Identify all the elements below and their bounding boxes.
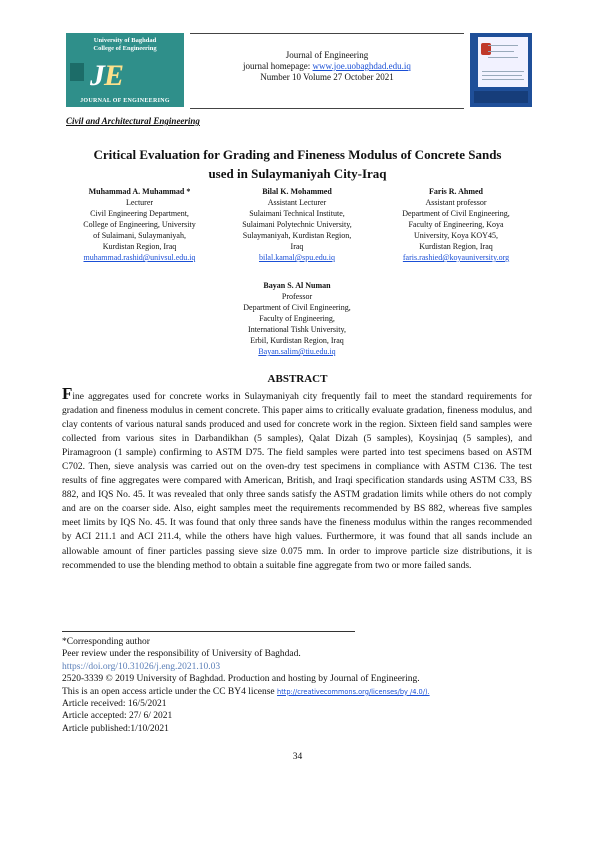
author-email-link[interactable]: bilal.kamal@spu.edu.iq	[258, 253, 336, 262]
abstract-text: ine aggregates used for concrete works in Sulaymaniyah city frequently fail to meet the standard requirements for gradation and fineness modulus in cement concrete. This paper aims to critically evaluate gradation, fineness modulus, and clay contents of various natural sands produced and used for concrete work in the region. Sixteen field sand samples were collected from various sites in Darbandikhan (5 samples), Qalat Dizah (5 samples), Koysinjaq (5 samples), and Piramagroon (1 sample) confirming to ASTM D75. The field samples were parted into test specimens based on ASTM C702. Then, sieve analysis was carried out on the oven-dry test specimens in compliance with ASTM C136. The test results of fine aggregates were compared with American, British, and Iraqi specification standards using ASTM C33, BS 882, and IQS No. 45. It was revealed that only three sands satisfy the ASTM gradation limits while others do not comply and are on the coarser side. Also, eight samples meet the requirements recommended by BS 882, whereas five samples meet limits by IQS No. 45. It was found that only three sands have the fineness modulus within the ranges recommended by ACI 211.1 and ACI 211.4, while the others have high values. Furthermore, it was found that all sands include an allowable amount of finer particles passing sieve size 0.075 mm. In order to improve particle size distributions, it is recommended to use the blending method to obtain a suitable fine aggregate from two or more failed sands.	[62, 392, 532, 571]
author-affiliation-line: of Sulaimani, Sulaymaniyah,	[93, 231, 186, 240]
abstract-body	[62, 384, 532, 573]
author-affiliation-line: Assistant professor	[425, 198, 487, 207]
author-block-4	[222, 280, 372, 357]
author-name: Bilal K. Mohammed	[262, 187, 332, 196]
author-block-3	[377, 186, 535, 263]
peer-review-note: Peer review under the responsibility of University of Baghdad.	[62, 649, 301, 660]
author-email-link[interactable]: Bayan.salim@tiu.edu.iq	[258, 347, 336, 356]
author-block-1	[62, 186, 217, 263]
author-affiliation-line: Faculty of Engineering, Koya	[408, 220, 504, 229]
author-affiliation-line: Professor	[281, 292, 313, 301]
author-affiliation-line: Sulaimani Technical Institute,	[249, 209, 345, 218]
article-title: Critical Evaluation for Grading and Fineness Modulus of Concrete Sands used in Sulaymaniyah City-Iraq	[93, 147, 502, 181]
accepted-date: Article accepted: 27/ 6/ 2021	[62, 711, 173, 722]
author-block-2	[222, 186, 372, 263]
author-affiliation-line: Erbil, Kurdistan Region, Iraq	[250, 336, 344, 345]
license-link[interactable]: http://creativecommons.org/licenses/by /4.0/).	[277, 687, 430, 696]
author-affiliation-line: Lecturer	[125, 198, 154, 207]
corresponding-author-note: *Corresponding author	[62, 637, 150, 647]
author-affiliation-line: Department of Civil Engineering,	[402, 209, 510, 218]
author-affiliation-line: Iraq	[290, 242, 304, 251]
author-affiliation-line: Department of Civil Engineering,	[243, 303, 351, 312]
abstract-heading: ABSTRACT	[267, 373, 328, 385]
author-affiliation-line: College of Engineering, University	[83, 220, 196, 229]
abstract-drop-cap: F	[62, 384, 73, 403]
doi-link[interactable]: https://doi.org/10.31026/j.eng.2021.10.03	[62, 661, 221, 672]
article-category: Civil and Architectural Engineering	[66, 116, 200, 126]
author-affiliation-line: Kurdistan Region, Iraq	[419, 242, 493, 251]
journal-header	[190, 50, 464, 83]
homepage-link[interactable]: www.joe.uobaghdad.edu.iq	[312, 61, 411, 71]
author-name: Muhammad A. Muhammad *	[88, 187, 191, 196]
author-email-link[interactable]: muhammad.rashid@univsul.edu.iq	[83, 253, 196, 262]
journal-name: Journal of Engineering	[285, 50, 369, 60]
author-affiliation-line: International Tishk University,	[248, 325, 346, 334]
author-affiliation-line: University, Koya KOY45,	[414, 231, 498, 240]
logo-university-text: University of Baghdad College of Engineering	[93, 37, 157, 52]
author-affiliation-line: Sulaimani Polytechnic University,	[242, 220, 352, 229]
logo-mark: JE	[90, 59, 124, 92]
logo-emblem-icon	[70, 63, 84, 81]
author-affiliation-line: Kurdistan Region, Iraq	[102, 242, 177, 251]
author-name: Bayan S. Al Numan	[263, 281, 331, 290]
received-date: Article received: 16/5/2021	[62, 699, 167, 710]
copyright-note: 2520-3339 © 2019 University of Baghdad. Production and hosting by Journal of Engineering.	[62, 674, 420, 685]
author-affiliation-line: Assistant Lecturer	[267, 198, 327, 207]
journal-cover-thumbnail	[470, 33, 532, 107]
journal-homepage: journal homepage: www.joe.uobaghdad.edu.iq	[243, 61, 411, 71]
license-note: This is an open access article under the CC BY4 license http://creativecommons.org/licenses/by /4.0/).	[62, 686, 430, 697]
author-name: Faris R. Ahmed	[429, 187, 483, 196]
logo-journal-name: JOURNAL OF ENGINEERING	[80, 98, 170, 104]
author-affiliation-line: Faculty of Engineering,	[259, 314, 335, 323]
page-number: 34	[292, 752, 303, 762]
journal-logo	[66, 33, 184, 107]
footnote-divider	[62, 631, 355, 632]
author-email-link[interactable]: faris.rashied@koyauniversity.org	[402, 253, 510, 262]
journal-issue: Number 10 Volume 27 October 2021	[260, 72, 394, 82]
author-affiliation-line: Sulaymaniyah, Kurdistan Region,	[242, 231, 352, 240]
author-affiliation-line: Civil Engineering Department,	[90, 209, 189, 218]
published-date: Article published:1/10/2021	[62, 723, 169, 734]
footnotes	[62, 636, 532, 735]
